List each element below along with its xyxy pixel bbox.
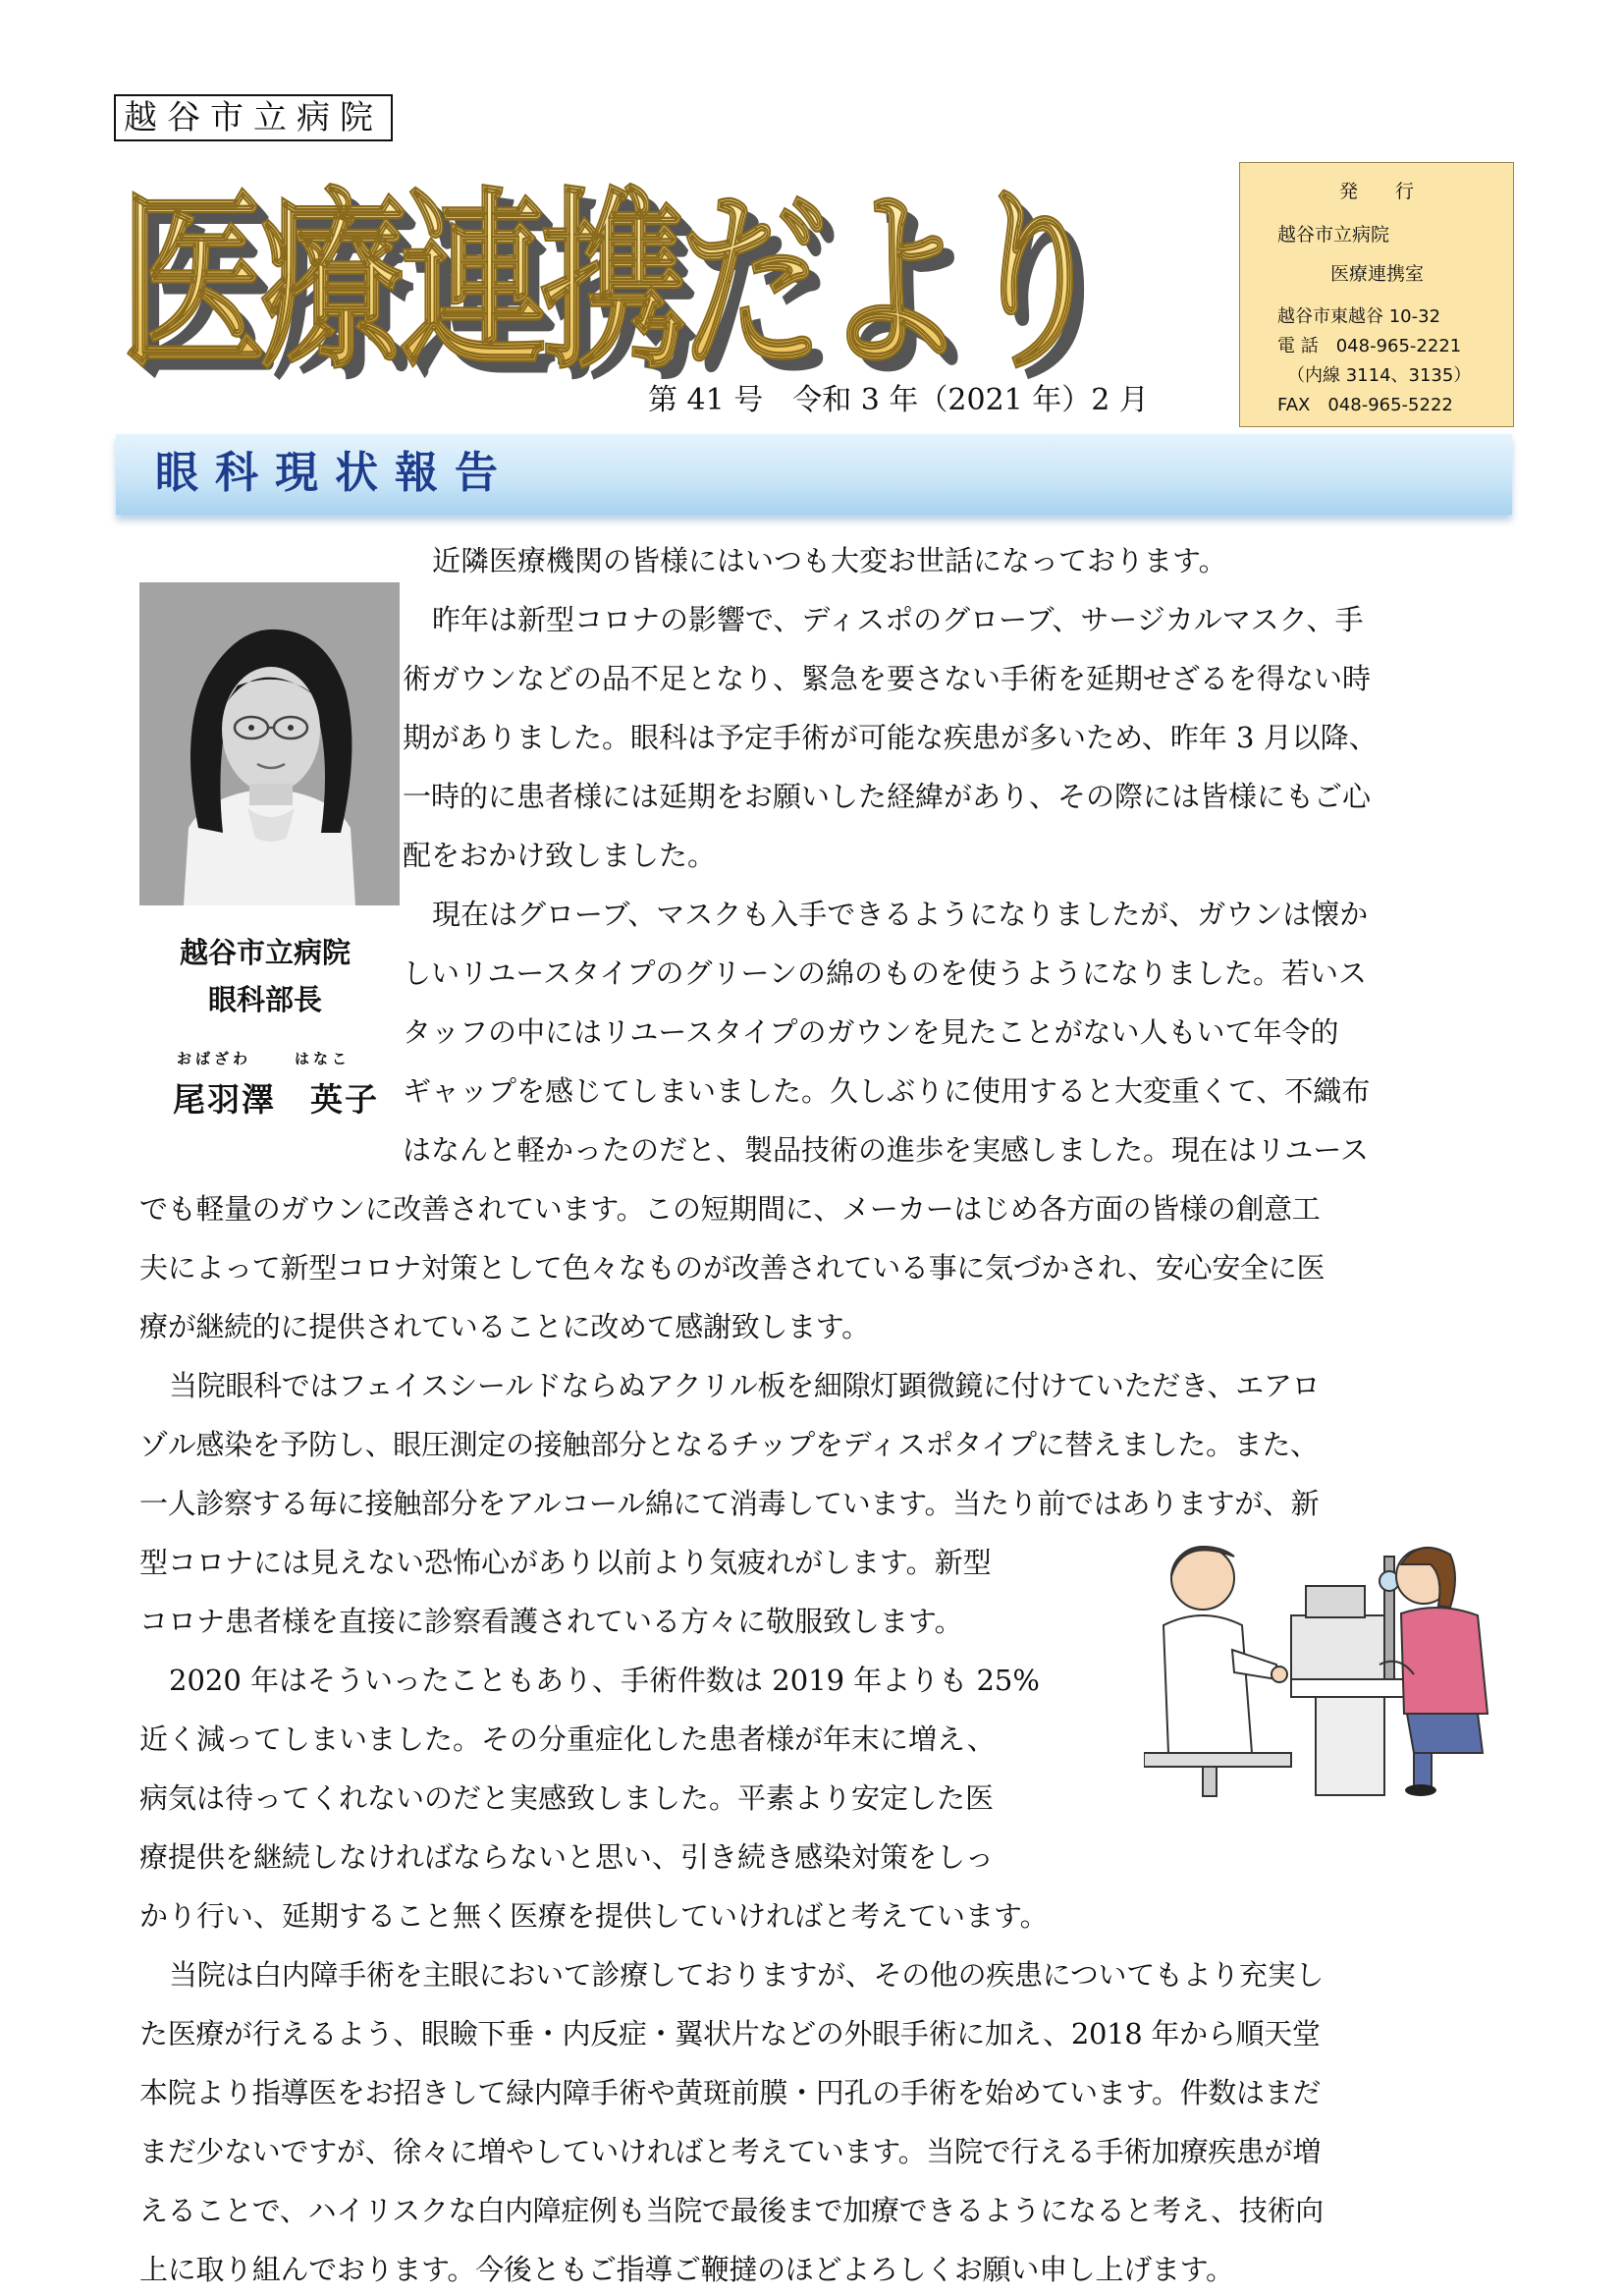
publisher-fax: FAX 048-965-5222 <box>1277 395 1453 415</box>
author-ruby-family: おばざわ <box>177 1050 252 1067</box>
article-line: 当院眼科ではフェイスシールドならぬアクリル板を細隙灯顕微鏡に付けていただき、エアロ <box>169 1369 1321 1402</box>
article-line: 上に取り組んでおります。今後ともご指導ご鞭撻のほどよろしくお願い申し上げます。 <box>139 2253 1234 2286</box>
masthead-title-text: 医療連携だより <box>120 172 1102 393</box>
article-line: 当院は白内障手術を主眼において診療しておりますが、その他の疾患についてもより充実し <box>169 1958 1325 1992</box>
article-line: でも軽量のガウンに改善されています。この短期間に、メーカーはじめ各方面の皆様の創意工 <box>139 1192 1321 1226</box>
article-title: 眼科現状報告 <box>155 448 514 498</box>
article-line: た医療が行えるよう、眼瞼下垂・内反症・翼状片などの外眼手術に加え、2018 年から順天堂 <box>139 2017 1321 2050</box>
hospital-name-box: 越谷市立病院 <box>114 94 393 141</box>
article-line: 現在はグローブ、マスクも入手できるようになりましたが、ガウンは懐か <box>432 898 1369 931</box>
article-line: 一時的に患者様には延期をお願いした経緯があり、その際には皆様にもご心 <box>403 780 1372 813</box>
article-line: はなんと軽かったのだと、製品技術の進歩を実感しました。現在はリユース <box>403 1133 1369 1167</box>
article-line: 型コロナには見えない恐怖心があり以前より気疲れがします。新型 <box>139 1546 992 1579</box>
article-line: ギャップを感じてしまいました。久しぶりに使用すると大変重くて、不織布 <box>403 1074 1371 1108</box>
author-position: 眼科部長 <box>207 983 322 1016</box>
masthead-title <box>110 147 1151 393</box>
article-line: 近く減ってしまいました。その分重症化した患者様が年末に増え、 <box>139 1722 996 1756</box>
publisher-phone: 電 話 048-965-2221 <box>1277 336 1462 356</box>
article-title-banner <box>116 434 1512 515</box>
article-line: ゾル感染を予防し、眼圧測定の接触部分となるチップをディスポタイプに替えました。また、 <box>139 1428 1319 1461</box>
publisher-dept: 医療連携室 <box>1330 263 1425 285</box>
publisher-label: 発 行 <box>1338 181 1414 202</box>
article-line: 本院より指導医をお招きして緑内障手術や黄斑前膜・円孔の手術を始めています。件数はまだ <box>139 2076 1322 2109</box>
publisher-name: 越谷市立病院 <box>1277 224 1390 246</box>
masthead-title-shadow: 医療連携だより <box>132 184 1113 393</box>
article-line: 2020 年はそういったこともあり、手術件数は 2019 年よりも 25% <box>169 1664 1040 1697</box>
publisher-box <box>1239 162 1514 427</box>
article-line: タッフの中にはリユースタイプのガウンを見たことがない人もいて年令的 <box>403 1015 1339 1049</box>
article-line: 期がありました。眼科は予定手術が可能な疾患が多いため、昨年 3 月以降、 <box>403 721 1378 754</box>
article-line: 昨年は新型コロナの影響で、ディスポのグローブ、サージカルマスク、手 <box>432 603 1364 636</box>
eye-exam-illustration <box>1144 1517 1522 1797</box>
author-name: 尾羽澤 英子 <box>173 1080 379 1119</box>
article-line: しいリユースタイプのグリーンの綿のものを使うようになりました。若いス <box>403 957 1367 990</box>
article-line: 夫によって新型コロナ対策として色々なものが改善されている事に気づかされ、安心安全に医 <box>139 1251 1325 1285</box>
author-ruby-given: はなこ <box>295 1050 352 1067</box>
article-line: 術ガウンなどの品不足となり、緊急を要さない手術を延期せざるを得ない時 <box>403 662 1372 695</box>
article-line: 療が継続的に提供されていることに改めて感謝致します。 <box>139 1310 870 1343</box>
article-line: 配をおかけ致しました。 <box>403 839 717 872</box>
issue-line: 第 41 号 令和 3 年（2021 年）2 月 <box>648 383 1149 417</box>
article-line: コロナ患者様を直接に診察看護されている方々に敬服致します。 <box>139 1605 963 1638</box>
article-line: 療提供を継続しなければならないと思い、引き続き感染対策をしっ <box>139 1840 995 1874</box>
author-organization: 越谷市立病院 <box>179 936 351 969</box>
article-line: えることで、ハイリスクな白内障症例も当院で最後まで加療できるようになると考え、技術向 <box>139 2194 1324 2227</box>
author-photo <box>139 582 400 905</box>
article-line: 一人診察する毎に接触部分をアルコール綿にて消毒しています。当たり前ではありますが、新 <box>139 1487 1320 1520</box>
article-line: まだ少ないですが、徐々に増やしていければと考えています。当院で行える手術加療疾患が増 <box>139 2135 1322 2168</box>
article-line: かり行い、延期すること無く医療を提供していければと考えています。 <box>139 1899 1049 1933</box>
publisher-extension: （内線 3114、3135） <box>1287 365 1472 386</box>
article-line: 病気は待ってくれないのだと実感致しました。平素より安定した医 <box>139 1781 995 1815</box>
article-line: 近隣医療機関の皆様にはいつも大変お世話になっております。 <box>432 544 1227 577</box>
publisher-address: 越谷市東越谷 10-32 <box>1277 306 1441 327</box>
